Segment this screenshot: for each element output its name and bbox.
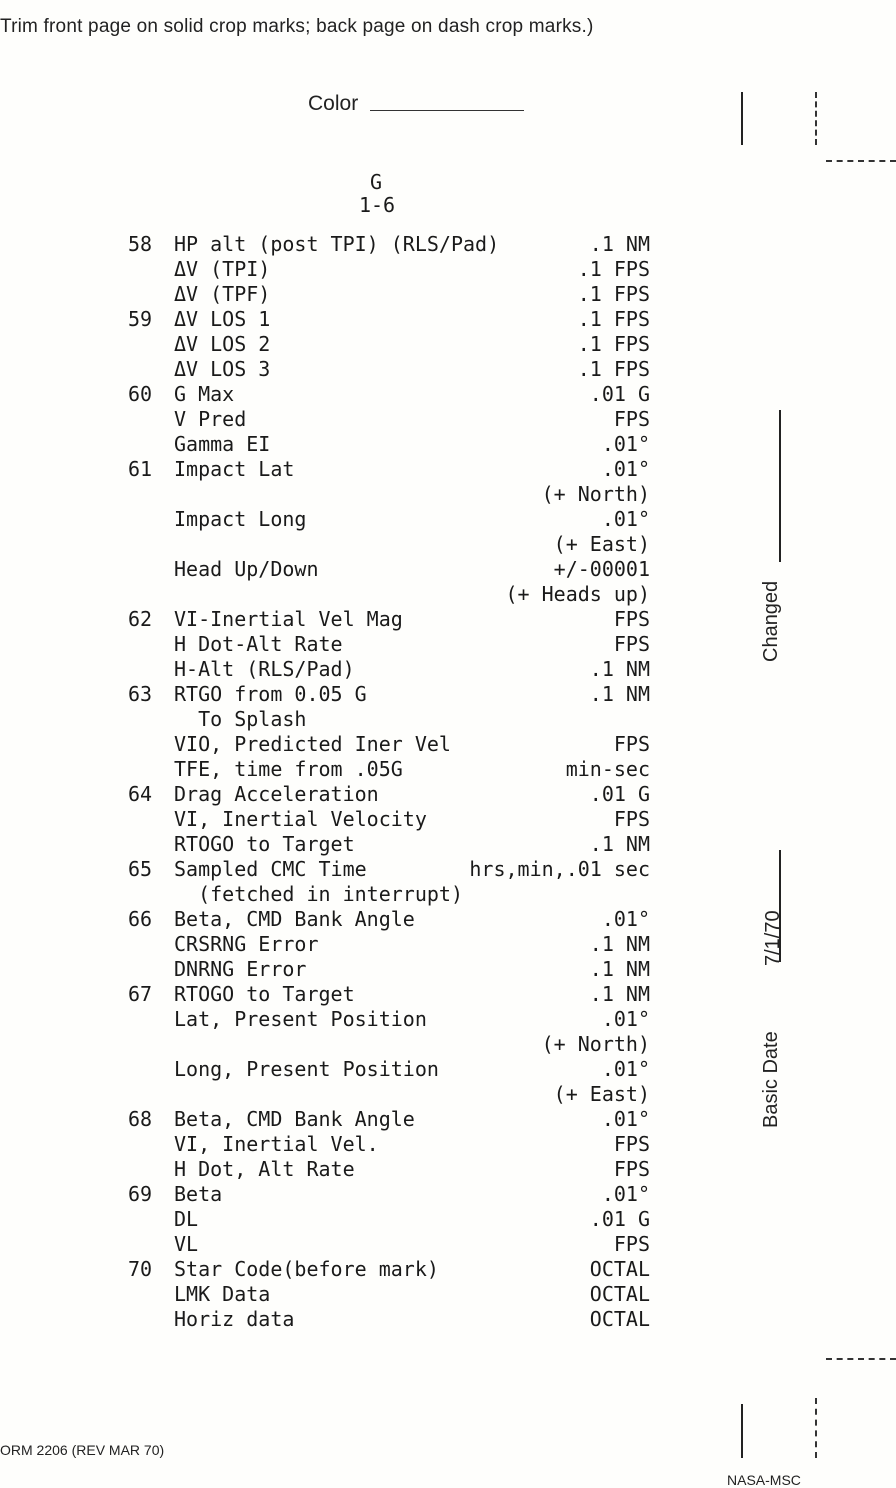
color-blank-line	[370, 110, 524, 111]
row-unit: .1 FPS	[577, 257, 650, 281]
row-number: 62	[128, 607, 153, 631]
row-label: H Dot-Alt Rate	[174, 632, 343, 656]
table-row	[0, 1032, 660, 1057]
table-row	[0, 432, 660, 457]
row-number: 65	[128, 857, 153, 881]
row-number: 70	[128, 1257, 153, 1281]
row-unit: .1 NM	[589, 832, 650, 856]
row-unit: .01 G	[589, 782, 650, 806]
row-unit: .01°	[601, 907, 650, 931]
row-unit: (+ Heads up)	[505, 582, 650, 606]
table-row	[0, 1132, 660, 1157]
table-row	[0, 232, 660, 257]
row-unit: .1 NM	[589, 982, 650, 1006]
row-unit: .01°	[601, 432, 650, 456]
row-unit: .1 NM	[589, 682, 650, 706]
table-row	[0, 457, 660, 482]
row-unit: FPS	[613, 1232, 650, 1256]
row-number: 69	[128, 1182, 153, 1206]
changed-line	[779, 410, 781, 562]
row-label: DL	[174, 1207, 199, 1231]
row-label: VI, Inertial Velocity	[174, 807, 427, 831]
table-row	[0, 332, 660, 357]
row-unit: (+ East)	[553, 1082, 650, 1106]
row-label: H Dot, Alt Rate	[174, 1157, 355, 1181]
basic-date-value: 7/1/70	[762, 910, 784, 966]
table-row	[0, 582, 660, 607]
row-unit: FPS	[613, 1157, 650, 1181]
row-label: Star Code(before mark)	[174, 1257, 439, 1281]
row-label: G Max	[174, 382, 235, 406]
row-unit: .01 G	[589, 382, 650, 406]
row-label: TFE, time from .05G	[174, 757, 403, 781]
table-row	[0, 1057, 660, 1082]
row-unit: .01°	[601, 457, 650, 481]
color-label: Color	[308, 92, 359, 115]
row-label: ΔV LOS 2	[174, 332, 271, 356]
table-row	[0, 957, 660, 982]
table-row	[0, 1182, 660, 1207]
row-label: Beta, CMD Bank Angle	[174, 1107, 415, 1131]
row-unit: +/-00001	[553, 557, 650, 581]
table-row	[0, 282, 660, 307]
row-unit: .1 FPS	[577, 332, 650, 356]
table-row	[0, 707, 660, 732]
table-row	[0, 307, 660, 332]
table-row	[0, 607, 660, 632]
row-label: H-Alt (RLS/Pad)	[174, 657, 355, 681]
table-row	[0, 932, 660, 957]
noun-table	[0, 232, 660, 1332]
row-unit: hrs,min,.01 sec	[469, 857, 650, 881]
row-unit: FPS	[613, 607, 650, 631]
table-row	[0, 382, 660, 407]
row-label: LMK Data	[174, 1282, 271, 1306]
row-unit: (+ East)	[553, 532, 650, 556]
row-unit: .01°	[601, 1107, 650, 1131]
row-unit: .1 NM	[589, 932, 650, 956]
row-label: ΔV LOS 3	[174, 357, 271, 381]
table-row	[0, 782, 660, 807]
dash-crop-mark-bottom-horizontal	[826, 1358, 896, 1360]
row-unit: (+ North)	[541, 1032, 650, 1056]
table-row	[0, 407, 660, 432]
agency-label: NASA-MSC	[727, 1472, 801, 1488]
table-row	[0, 632, 660, 657]
row-label: ΔV (TPF)	[174, 282, 271, 306]
table-row	[0, 1257, 660, 1282]
row-number: 63	[128, 682, 153, 706]
changed-label: Changed	[760, 580, 782, 662]
table-row	[0, 1107, 660, 1132]
row-label: Beta, CMD Bank Angle	[174, 907, 415, 931]
table-row	[0, 857, 660, 882]
row-unit: FPS	[613, 732, 650, 756]
row-label: VIO, Predicted Iner Vel	[174, 732, 451, 756]
row-label: ΔV LOS 1	[174, 307, 271, 331]
table-row	[0, 1157, 660, 1182]
table-row	[0, 657, 660, 682]
row-number: 61	[128, 457, 153, 481]
table-row	[0, 807, 660, 832]
row-unit: FPS	[613, 807, 650, 831]
row-number: 60	[128, 382, 153, 406]
row-number: 67	[128, 982, 153, 1006]
row-label: To Splash	[174, 707, 307, 731]
form-number: ORM 2206 (REV MAR 70)	[0, 1442, 165, 1458]
table-row	[0, 682, 660, 707]
row-unit: FPS	[613, 407, 650, 431]
table-row	[0, 832, 660, 857]
row-unit: .01°	[601, 1057, 650, 1081]
row-label: V Pred	[174, 407, 247, 431]
row-unit: OCTAL	[589, 1282, 650, 1306]
table-row	[0, 257, 660, 282]
row-unit: .1 NM	[589, 232, 650, 256]
row-label: (fetched in interrupt)	[174, 882, 463, 906]
basic-date-label: Basic Date	[760, 1031, 782, 1128]
row-number: 66	[128, 907, 153, 931]
row-label: RTGO from 0.05 G	[174, 682, 367, 706]
table-row	[0, 557, 660, 582]
table-row	[0, 732, 660, 757]
table-row	[0, 1007, 660, 1032]
row-label: VI-Inertial Vel Mag	[174, 607, 403, 631]
section-letter: G	[369, 170, 383, 194]
row-label: Gamma EI	[174, 432, 271, 456]
row-unit: .01 G	[589, 1207, 650, 1231]
row-label: Impact Long	[174, 507, 307, 531]
row-number: 58	[128, 232, 153, 256]
dash-crop-mark-top-vertical	[815, 92, 817, 145]
row-unit: .01°	[601, 1007, 650, 1031]
row-number: 68	[128, 1107, 153, 1131]
row-label: Long, Present Position	[174, 1057, 439, 1081]
row-unit: OCTAL	[589, 1307, 650, 1331]
table-row	[0, 907, 660, 932]
row-number: 59	[128, 307, 153, 331]
table-row	[0, 1232, 660, 1257]
table-row	[0, 982, 660, 1007]
row-unit: .01°	[601, 1182, 650, 1206]
row-label: RTOGO to Target	[174, 982, 355, 1006]
row-label: Drag Acceleration	[174, 782, 379, 806]
row-unit: FPS	[613, 632, 650, 656]
row-label: RTOGO to Target	[174, 832, 355, 856]
solid-crop-mark-top	[741, 92, 743, 145]
row-label: Head Up/Down	[174, 557, 319, 581]
row-label: CRSRNG Error	[174, 932, 319, 956]
row-unit: OCTAL	[589, 1257, 650, 1281]
row-label: HP alt (post TPI) (RLS/Pad)	[174, 232, 500, 256]
table-row	[0, 357, 660, 382]
row-label: Impact Lat	[174, 457, 295, 481]
trim-instruction: Trim front page on solid crop marks; back page on dash crop marks.)	[0, 16, 594, 37]
row-label: Beta	[174, 1182, 223, 1206]
row-unit: .1 FPS	[577, 307, 650, 331]
row-unit: .1 FPS	[577, 282, 650, 306]
dash-crop-mark-bottom-vertical	[815, 1398, 817, 1458]
row-unit: FPS	[613, 1132, 650, 1156]
section-range: 1-6	[358, 193, 396, 217]
table-row	[0, 757, 660, 782]
row-label: ΔV (TPI)	[174, 257, 271, 281]
table-row	[0, 532, 660, 557]
row-unit: min-sec	[565, 757, 650, 781]
solid-crop-mark-bottom	[741, 1404, 743, 1458]
table-row	[0, 1307, 660, 1332]
table-row	[0, 1282, 660, 1307]
row-unit: (+ North)	[541, 482, 650, 506]
row-unit: .1 NM	[589, 957, 650, 981]
table-row	[0, 882, 660, 907]
table-row	[0, 507, 660, 532]
row-label: Lat, Present Position	[174, 1007, 427, 1031]
row-label: Horiz data	[174, 1307, 295, 1331]
row-label: DNRNG Error	[174, 957, 307, 981]
row-number: 64	[128, 782, 153, 806]
row-unit: .01°	[601, 507, 650, 531]
table-row	[0, 1082, 660, 1107]
dash-crop-mark-top-horizontal	[826, 160, 896, 162]
row-unit: .1 FPS	[577, 357, 650, 381]
row-unit: .1 NM	[589, 657, 650, 681]
row-label: VI, Inertial Vel.	[174, 1132, 379, 1156]
table-row	[0, 1207, 660, 1232]
table-row	[0, 482, 660, 507]
row-label: VL	[174, 1232, 199, 1256]
row-label: Sampled CMC Time	[174, 857, 367, 881]
